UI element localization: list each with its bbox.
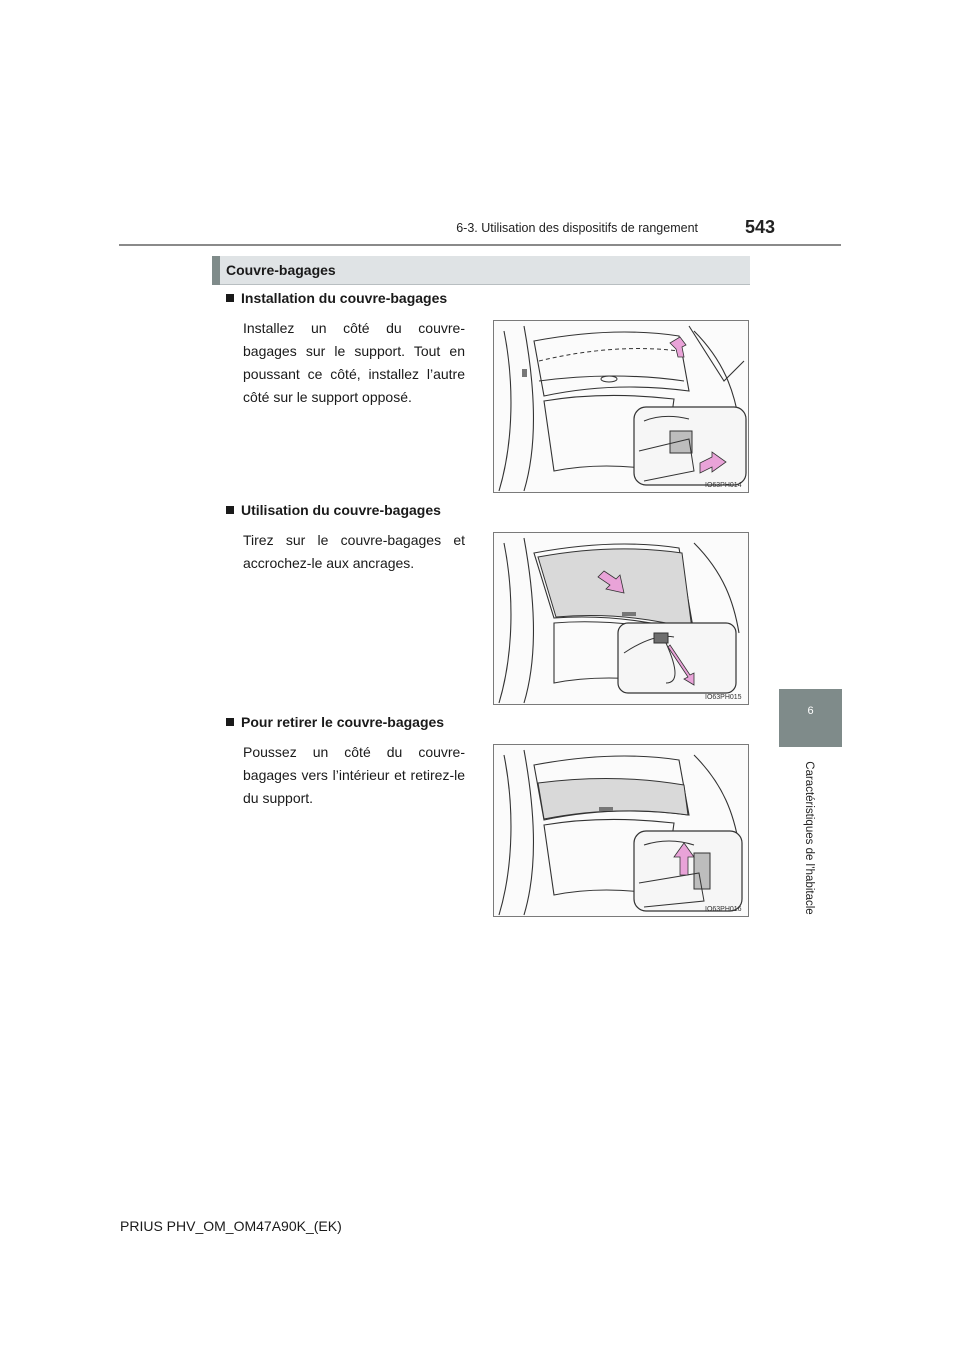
item-text: Tirez sur le couvre-bagages et accrochez-le aux ancrages. (243, 532, 465, 571)
item-heading (226, 714, 444, 730)
chapter-tab (779, 689, 842, 747)
item-text: Poussez un côté du couvre-bagages vers l’intérieur et retirez-le du support. (243, 744, 465, 806)
cargo-cover-install-illustration (493, 320, 749, 493)
header-divider (119, 244, 841, 246)
chapter-header-title: 6-3. Utilisation des dispositifs de rangement (456, 221, 698, 235)
item-heading (226, 290, 447, 306)
chapter-tab-number: 6 (807, 705, 814, 717)
figure-code: IO63PH014 (705, 482, 742, 489)
section-title: Couvre-bagages (226, 262, 336, 278)
item-text: Installez un côté du couvre-bagages sur le support. Tout en poussant ce côté, installez l’autre côté sur le support opposé. (243, 320, 465, 405)
bullet-square-icon (226, 506, 234, 514)
document-code: PRIUS PHV_OM_OM47A90K_(EK) (120, 1218, 342, 1234)
item-heading (226, 502, 441, 518)
figure-code: IO63PH016 (705, 906, 742, 913)
bullet-square-icon (226, 294, 234, 302)
item-heading-text: Utilisation du couvre-bagages (241, 502, 441, 518)
chapter-side-label: Caractéristiques de l’habitacle (803, 761, 815, 915)
figure-code: IO63PH015 (705, 694, 742, 701)
cargo-cover-use-illustration (493, 532, 749, 705)
item-heading-text: Pour retirer le couvre-bagages (241, 714, 445, 730)
item-heading-text: Installation du couvre-bagages (241, 290, 448, 306)
section-bar-accent (212, 256, 220, 285)
page-number: 543 (745, 217, 776, 237)
bullet-square-icon (226, 718, 234, 726)
cargo-cover-remove-illustration (493, 744, 749, 917)
